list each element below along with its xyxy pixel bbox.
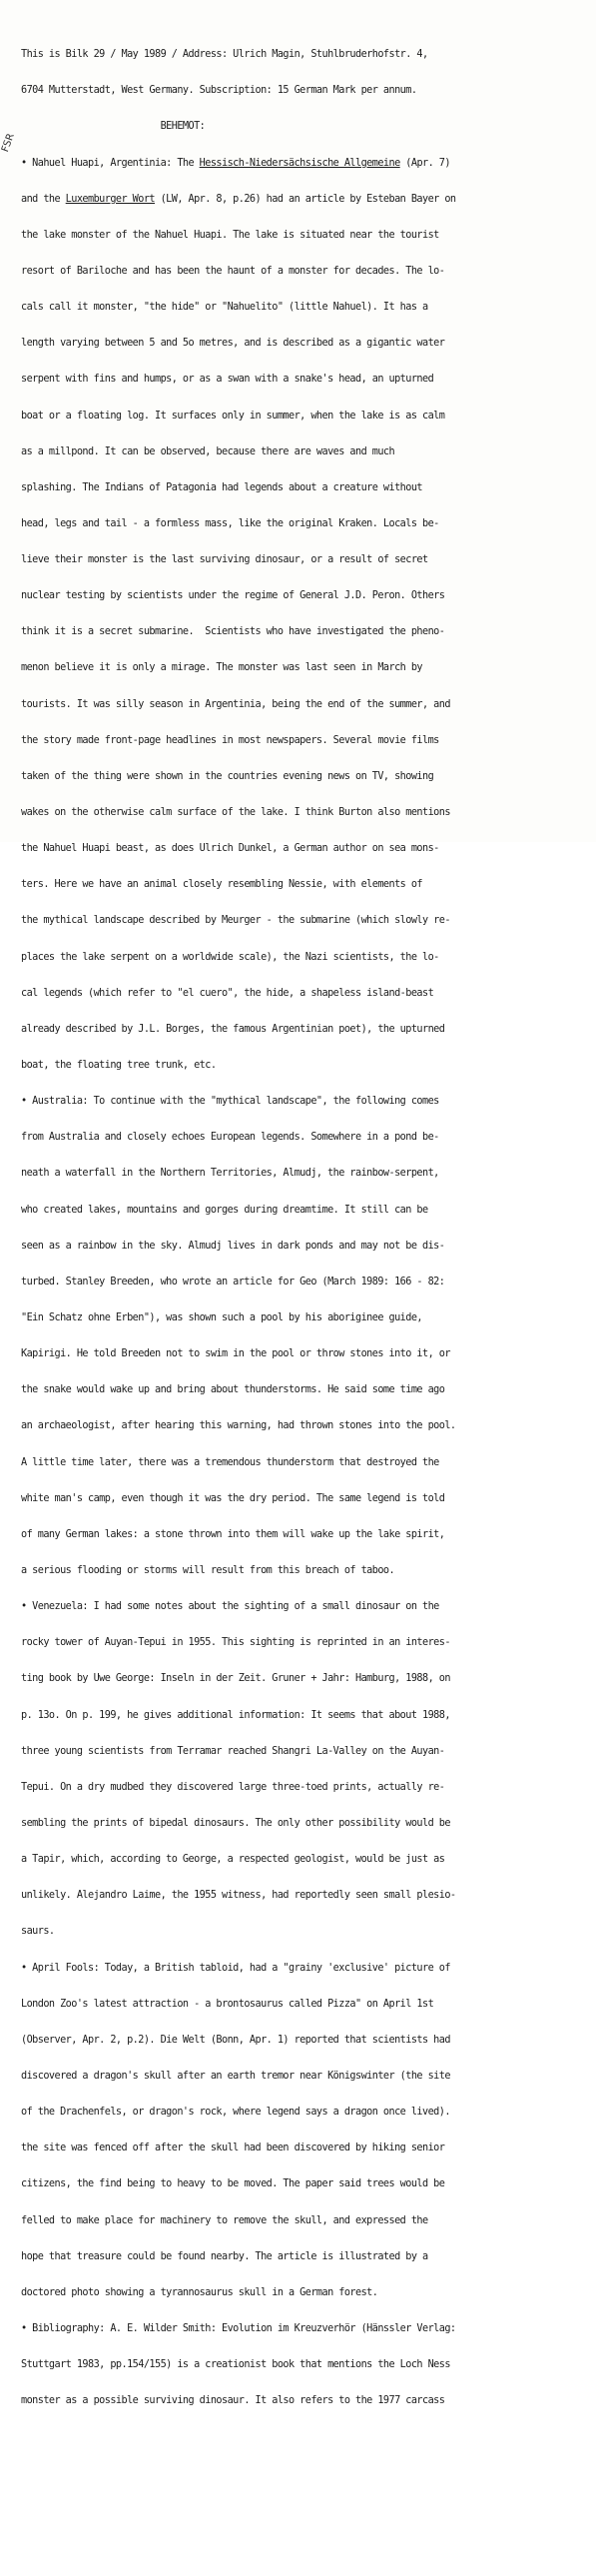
text-line: the snake would wake up and bring about thunderstorms. He said some time ago [21, 1384, 445, 1396]
text-line: boat, the floating tree trunk, etc. [21, 1060, 217, 1072]
text-line: This is Bilk 29 / May 1989 / Address: Ulrich Magin, Stuhlbruderhofstr. 4, [21, 49, 428, 61]
text-line: London Zoo's latest attraction - a brontosaurus called Pizza" on April 1st [21, 1998, 434, 2010]
text-line: already described by J.L. Borges, the famous Argentinian poet), the upturned [21, 1023, 445, 1035]
text-line: menon believe it is only a mirage. The monster was last seen in March by [21, 662, 423, 674]
text-line: the lake monster of the Nahuel Huapi. The lake is situated near the tourist [21, 229, 439, 241]
text-line: cals call it monster, "the hide" or "Nahuelito" (little Nahuel). It has a [21, 302, 428, 314]
text-line: the site was fenced off after the skull had been discovered by hiking senior [21, 2143, 445, 2154]
text-line: felled to make place for machinery to remove the skull, and expressed the [21, 2214, 428, 2226]
text-line: taken of the thing were shown in the countries evening news on TV, showing [21, 770, 434, 782]
text-line: (Observer, Apr. 2, p.2). Die Welt (Bonn, Apr. 1) reported that scientists had [21, 2034, 450, 2046]
text-line: saurs. [21, 1926, 55, 1938]
text-line: citizens, the find being to heavy to be moved. The paper said trees would be [21, 2178, 445, 2190]
text-line: the story made front-page headlines in most newspapers. Several movie films [21, 734, 439, 746]
text-line: neath a waterfall in the Northern Territories, Almudj, the rainbow-serpent, [21, 1168, 439, 1180]
text-line: doctored photo showing a tyrannosaurus skull in a German forest. [21, 2286, 378, 2298]
text-line: wakes on the otherwise calm surface of the lake. I think Burton also mentions [21, 807, 450, 819]
text-line: sembling the prints of bipedal dinosaurs. The only other possibility would be [21, 1817, 450, 1829]
text-line: the mythical landscape described by Meurger - the submarine (which slowly re- [21, 915, 450, 927]
text-line: places the lake serpent on a worldwide scale), the Nazi scientists, the lo- [21, 951, 439, 963]
text-line: Kapirigi. He told Breeden not to swim in the pool or throw stones into it, or [21, 1348, 450, 1360]
text-line: an archaeologist, after hearing this warning, had thrown stones into the pool. [21, 1420, 456, 1432]
text-line: p. 13o. On p. 199, he gives additional information: It seems that about 1988, [21, 1709, 450, 1721]
text-line [21, 2540, 580, 2552]
text-line [21, 2504, 580, 2516]
text-line: tourists. It was silly season in Argentinia, being the end of the summer, and [21, 698, 450, 710]
document-body [21, 25, 580, 2576]
text-line: boat or a floating log. It surfaces only in summer, when the lake is as calm [21, 410, 445, 422]
text-line: "Ein Schatz ohne Erben"), was shown such a pool by his aboriginee guide, [21, 1312, 423, 1324]
text-line: three young scientists from Terramar reached Shangri La-Valley on the Auyan- [21, 1745, 445, 1757]
text-line: a serious flooding or storms will result from this breach of taboo. [21, 1565, 395, 1576]
text-line: 6704 Mutterstadt, West Germany. Subscription: 15 German Mark per annum. [21, 85, 417, 97]
text-line: seen as a rainbow in the sky. Almudj lives in dark ponds and may not be dis- [21, 1240, 445, 1252]
text-line: nuclear testing by scientists under the regime of General J.D. Peron. Others [21, 590, 445, 602]
text-line: • Venezuela: I had some notes about the sighting of a small dinosaur on the [21, 1601, 439, 1613]
text-line: resort of Bariloche and has been the haunt of a monster for decades. The lo- [21, 265, 445, 277]
text-line: • Nahuel Huapi, Argentinia: The Hessisch-Niedersächsische Allgemeine (Apr. 7) [21, 157, 450, 169]
text-line: • Bibliography: A. E. Wilder Smith: Evolution im Kreuzverhör (Hänssler Verlag: [21, 2322, 456, 2334]
text-line: think it is a secret submarine. Scientists who have investigated the pheno- [21, 626, 445, 638]
text-line: the Nahuel Huapi beast, as does Ulrich Dunkel, a German author on sea mons- [21, 843, 439, 855]
text-line: of the Drachenfels, or dragon's rock, where legend says a dragon once lived). [21, 2107, 450, 2119]
text-line: and the Luxemburger Wort (LW, Apr. 8, p.26) had an article by Esteban Bayer on [21, 193, 456, 205]
text-line: turbed. Stanley Breeden, who wrote an article for Geo (March 1989: 166 - 82: [21, 1276, 445, 1288]
text-line: as a millpond. It can be observed, because there are waves and much [21, 445, 395, 457]
text-line: serpent with fins and humps, or as a swan with a snake's head, an upturned [21, 374, 434, 386]
text-line: hope that treasure could be found nearby. The article is illustrated by a [21, 2250, 428, 2262]
text-line: Stuttgart 1983, pp.154/155) is a creationist book that mentions the Loch Ness [21, 2359, 450, 2371]
text-line: discovered a dragon's skull after an earth tremor near Königswinter (the site [21, 2070, 450, 2082]
text-line [21, 2431, 580, 2443]
text-line: lieve their monster is the last surviving dinosaur, or a result of secret [21, 554, 428, 566]
text-line: Tepui. On a dry mudbed they discovered large three-toed prints, actually re- [21, 1781, 445, 1793]
text-line: a Tapir, which, according to George, a respected geologist, would be just as [21, 1854, 445, 1866]
text-line: who created lakes, mountains and gorges during dreamtime. It still can be [21, 1204, 428, 1216]
margin-handwriting: FSR [0, 132, 17, 154]
text-line: ting book by Uwe George: Inseln in der Zeit. Gruner + Jahr: Hamburg, 1988, on [21, 1673, 450, 1685]
text-line: ters. Here we have an animal closely resembling Nessie, with elements of [21, 879, 423, 891]
text-line: unlikely. Alejandro Laime, the 1955 witness, had reportedly seen small plesio- [21, 1890, 456, 1902]
text-line: white man's camp, even though it was the dry period. The same legend is told [21, 1492, 445, 1504]
text-line [21, 2468, 580, 2480]
text-line: splashing. The Indians of Patagonia had legends about a creature without [21, 481, 423, 493]
text-line: head, legs and tail - a formless mass, like the original Kraken. Locals be- [21, 517, 439, 529]
text-line: monster as a possible surviving dinosaur. It also refers to the 1977 carcass [21, 2395, 445, 2407]
text-line: from Australia and closely echoes European legends. Somewhere in a pond be- [21, 1132, 439, 1144]
text-line: A little time later, there was a tremendous thunderstorm that destroyed the [21, 1456, 439, 1468]
text-line: of many German lakes: a stone thrown into them will wake up the lake spirit, [21, 1528, 445, 1540]
text-line: • Australia: To continue with the "mythical landscape", the following comes [21, 1096, 439, 1108]
text-line: • April Fools: Today, a British tabloid, had a "grainy 'exclusive' picture of [21, 1962, 450, 1974]
text-line: length varying between 5 and 5o metres, and is described as a gigantic water [21, 338, 445, 350]
text-line: cal legends (which refer to "el cuero", the hide, a shapeless island-beast [21, 987, 434, 999]
section-heading: BEHEMOT: [21, 121, 206, 133]
text-line: rocky tower of Auyan-Tepui in 1955. This sighting is reprinted in an interes- [21, 1637, 450, 1649]
